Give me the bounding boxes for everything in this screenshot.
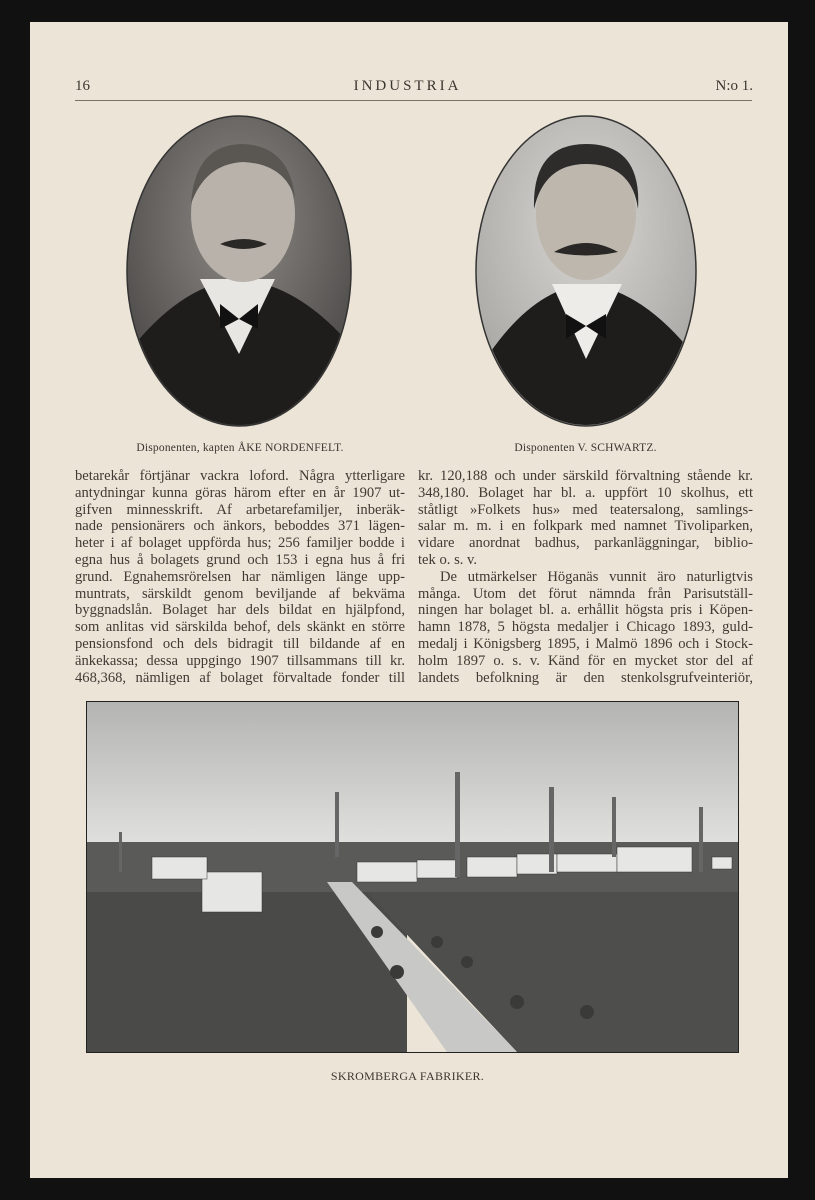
page-number: 16 <box>75 78 90 94</box>
text-line: kr. 120,188 och under särskild förvaltning stående kr. <box>418 468 753 484</box>
text-line: ningen har bolaget bl. a. erhållit högsta pris i Köpen- <box>418 602 753 619</box>
header-rule <box>75 100 752 101</box>
text-line: vidare anordnat badhus, parkanläggningar, biblio- <box>418 535 753 552</box>
text-line: ståtligt »Folkets hus» med teatersalong, samlings- <box>418 501 753 518</box>
portrait-caption-schwartz: Disponenten V. SCHWARTZ. <box>514 442 657 454</box>
issue-number: N:o 1. <box>715 78 753 94</box>
text-line: pensionsfond och dels bidragit till bildande af en <box>75 635 405 652</box>
text-line: tek o. s. v. <box>418 551 478 568</box>
portrait-schwartz <box>474 114 698 428</box>
text-line: nade pensionärers och änkors, beboddes 371 lägen- <box>75 518 405 535</box>
text-line: byggnadslån. Bolaget har dels bildat en hjälpfond, <box>75 602 405 619</box>
text-column-right <box>418 468 753 686</box>
text-line: medalj i Königsberg 1895, i Malmö 1896 och i Stock- <box>418 635 753 652</box>
text-line: De utmärkelser Höganäs vunnit äro naturligtvis <box>440 568 753 585</box>
portrait-caption-nordenfelt: Disponenten, kapten ÅKE NORDENFELT. <box>136 442 344 454</box>
text-column-left <box>75 468 405 686</box>
factory-photo <box>86 701 739 1053</box>
text-line: landets befolkning är den stenkolsgrufveinteriör, <box>418 669 753 686</box>
text-line: som anlitas vid särskilda behof, dels skänkt en större <box>75 619 405 636</box>
text-line: egna hus å bolagets grund och 153 i egna hus å fri <box>75 551 405 568</box>
text-line: grund. Egnahemsrörelsen har nämligen länge upp- <box>75 568 405 585</box>
text-line: betarekår förtjänar vackra loford. Några ytterligare <box>75 468 405 484</box>
text-line: heter i af bolaget uppförda hus; 256 familjer bodde i <box>75 535 405 552</box>
text-line: antydningar kunna göras härom efter en år 1907 ut- <box>75 484 405 501</box>
text-line: 348,180. Bolaget har bl. a. uppfört 10 skolhus, ett <box>418 484 753 501</box>
text-line: 468,368, nämligen af bolaget förvaltade fonder till <box>75 669 405 686</box>
text-line: muntrats, särskildt genom beviljande af bekväma <box>75 585 405 602</box>
text-line: hamn 1878, 5 högsta medaljer i Chicago 1893, guld- <box>418 619 753 636</box>
text-line: salar m. m. i en folkpark med namnet Tivoliparken, <box>418 518 753 535</box>
text-line: gifven minnesskrift. Af arbetarefamiljer, inberäk- <box>75 501 405 518</box>
photo-caption: SKROMBERGA FABRIKER. <box>330 1069 485 1083</box>
journal-title: INDUSTRIA <box>353 78 462 94</box>
portrait-nordenfelt <box>125 114 353 428</box>
text-line: änkekassa; dessa uppgingo 1907 tillsammans till kr. <box>75 652 405 669</box>
text-line: många. Utom det förut nämnda från Parisutställ- <box>418 585 753 602</box>
text-line: holm 1897 o. s. v. Känd för en mycket stor del af <box>418 652 753 669</box>
